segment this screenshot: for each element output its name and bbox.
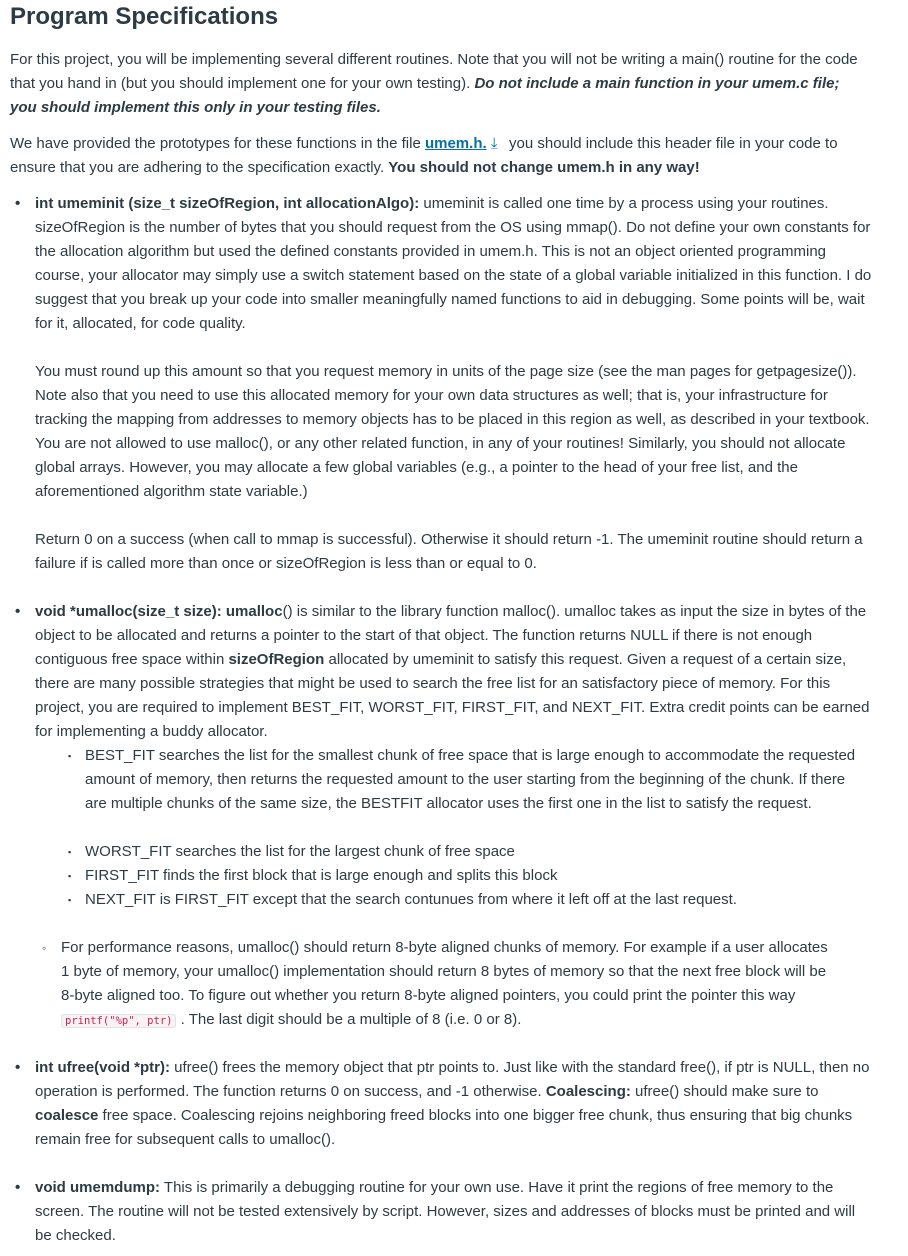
first-fit-text: FIRST_FIT finds the first block that is large enough and splits this block [85,867,558,884]
ufree-text-3: free space. Coalescing rejoins neighboring freed blocks into one bigger free chunk, thus ensuring that big chunks remain free for subsequent calls to umalloc(). [35,1107,853,1148]
alignment-text-2: . The last digit should be a multiple of 8 (i.e. 0 or 8). [176,1011,522,1028]
umeminit-paragraph-3: Return 0 on a success (when call to mmap is successful). Otherwise it should return -1. The umeminit routine should return a failure if is called more than once or sizeOfRegion is less than or equal to 0. [35,531,863,572]
provided-warning: You should not change umem.h in any way! [388,159,700,176]
ufree-signature: int ufree(void *ptr): [35,1059,170,1076]
square-bullet-icon: ▪ [68,895,72,905]
circle-bullet-icon: ◦ [42,941,47,955]
list-item-umalloc [15,600,875,744]
umeminit-signature: int umeminit (size_t sizeOfRegion, int allocationAlgo): [35,195,420,212]
list-item-umeminit [15,192,875,336]
umeminit-text: umeminit is called one time by a process using your routines. sizeOfRegion is the number of bytes that you should request from the OS using mmap(). Do not define your own constants for the allocation algorithm but used the defined constants provided in umem.h. This is not an object oriented programming course, your allocator may simply use a switch statement based on the state of a global variable initialized in this function. I do suggest that you break up your code into smaller meaningfully named functions to aid in debugging. Some points will be, wait for it, allocated, for code quality. [35,195,872,332]
download-icon[interactable]: ⤓ [490,135,498,152]
intro-paragraph [10,48,870,120]
coalescing-label: Coalescing: [545,1083,631,1100]
sub-list-item [68,888,860,912]
coalesce-term: coalesce [35,1107,99,1124]
sub-list-item [68,840,860,864]
square-bullet-icon: ▪ [68,847,72,857]
alignment-paragraph [61,936,836,1033]
umeminit-paragraph [35,192,875,336]
bullet-icon: • [15,1059,21,1076]
umalloc-text: () is similar to the library function malloc(). umalloc takes as input the size in bytes of the object to be allocated and returns a pointer to the start of that object. The function returns NULL if there is not enough contiguous free space within [35,603,867,668]
intro-text: For this project, you will be implementing several different routines. Note that you will not be writing a main() routine for the code that you hand in (but you should implement one for your own testing). [10,51,858,92]
worst-fit-text: WORST_FIT searches the list for the largest chunk of free space [85,843,515,860]
bullet-icon: • [15,1179,21,1196]
umalloc-paragraph [35,600,875,744]
umemdump-text: This is primarily a debugging routine for your own use. Have it print the regions of free memory to the screen. The routine will not be tested extensively by script. However, sizes and addresses of blocks must be printed and will be checked. [35,1179,856,1244]
umalloc-text-2: allocated by umeminit to satisfy this request. Given a request of a certain size, there are many possible strategies that might be used to search the free list for an satisfactory piece of memory. For this project, you are required to implement BEST_FIT, WORST_FIT, FIRST_FIT, and NEXT_FIT. Extra credit points can be earned for implementing a buddy allocator. [35,651,870,740]
ufree-paragraph [35,1056,875,1152]
bullet-icon: • [15,603,21,620]
sub-list-item [68,864,860,888]
provided-paragraph [10,132,870,180]
next-fit-text: NEXT_FIT is FIRST_FIT except that the search contunues from where it left off at the last request. [85,891,737,908]
list-item-umemdump [15,1176,875,1248]
ufree-text-2: ufree() should make sure to [630,1083,819,1100]
list-item-ufree [15,1056,875,1152]
ufree-text: ufree() frees the memory object that ptr points to. Just like with the standard free(), if ptr is NULL, then no operation is performed. The function returns 0 on success, and -1 otherwise. [35,1059,870,1100]
bullet-icon: • [15,195,21,212]
alignment-note [42,936,836,1033]
size-of-region-term: sizeOfRegion [228,651,325,668]
square-bullet-icon: ▪ [68,871,72,881]
provided-text: We have provided the prototypes for these functions in the file [10,135,425,152]
provided-text-2: you should include this header file in your code to ensure that you are adhering to the specification exactly. [10,135,838,176]
square-bullet-icon: ▪ [68,751,72,761]
alignment-text: For performance reasons, umalloc() should return 8-byte aligned chunks of memory. For example if a user allocates 1 byte of memory, your umalloc() implementation should return 8 bytes of memory so that the next free block will be 8-byte aligned too. To figure out whether you return 8-byte aligned pointers, you could print the pointer this way [61,939,828,1004]
page-title: Program Specifications [10,3,279,30]
printf-code: printf("%p", ptr) [61,1014,176,1028]
sub-list-item [68,744,860,816]
umalloc-signature: void *umalloc(size_t size): umalloc [35,603,283,620]
umemdump-signature: void umemdump: [35,1179,161,1196]
best-fit-text: BEST_FIT searches the list for the smallest chunk of free space that is large enough to accommodate the requested amount of memory, then returns the requested amount to the user starting from the beginning of the chunk. If there are multiple chunks of the same size, the BESTFIT allocator uses the first one in the list to satisfy the request. [85,747,856,812]
umem-h-link[interactable]: umem.h. [424,135,487,152]
umeminit-paragraph-2: You must round up this amount so that you request memory in units of the page size (see the man pages for getpagesize()). Note also that you need to use this allocated memory for your own data structures as well; that is, your infrastructure for tracking the mapping from addresses to memory objects has to be placed in this region as well, as described in your textbook. You are not allowed to use malloc(), or any other related function, in any of your routines! Similarly, you should not allocate global arrays. However, you may allocate a few global variables (e.g., a pointer to the head of your free list, and the aforementioned algorithm state variable.) [35,363,870,500]
intro-emphasis: Do not include a main function in your umem.c file; you should implement this only in your testing files. [10,75,840,116]
umemdump-paragraph [35,1176,875,1248]
